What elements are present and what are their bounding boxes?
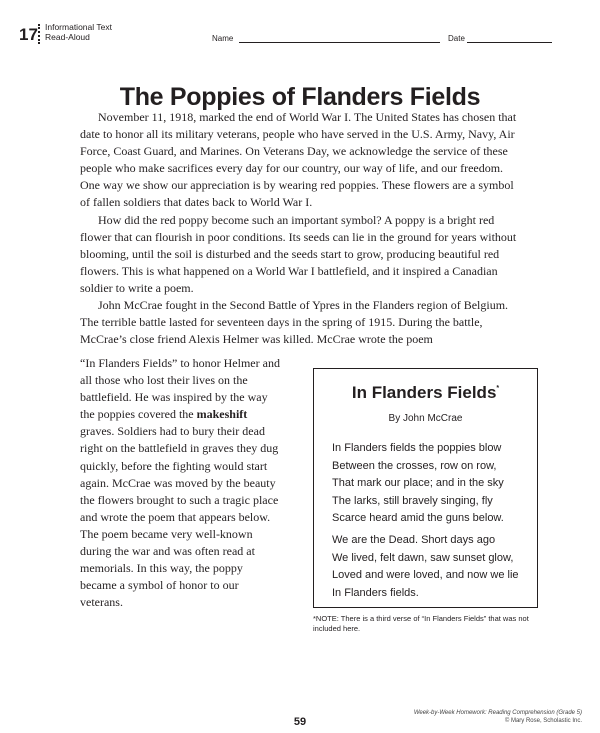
poem-line: Between the crosses, row on row, [332,459,497,472]
header-divider [38,24,40,44]
date-field[interactable] [467,42,552,43]
continuation-text-2: graves. Soldiers had to bury their dead right on the battlefield in graves they dug quickly, before the fighting would start again. McCrae was moved by the beauty the flowers brought to such a tragic place and wrote the poem that appears below. The poem became very well-known during the war and was often read at memorials. In this way, the poppy became a symbol of honor to our veterans. [80,424,279,610]
date-label: Date [448,34,465,43]
credits [414,709,582,725]
poem-footnote: *NOTE: There is a third verse of “In Flanders Fields” that was not included here. [313,614,529,633]
poem-line: That mark our place; and in the sky [332,477,504,489]
poem-line: Scarce heard amid the guns below. [332,512,504,524]
name-label: Name [212,34,234,43]
name-field[interactable] [239,42,440,43]
paragraph-2: How did the red poppy become such an important symbol? A poppy is a bright red flower that can flourish in poor conditions. Its seeds can lie in the ground for years without blooming, until the soil is disturbed and the seeds start to grow, producing beautiful red flowers. This is what happened on a World War I battlefield, and it inspired a Canadian soldier to write a poem. [80,212,517,295]
lesson-number: 17 [19,25,38,44]
paragraph-3-continued [80,355,280,611]
page-title: The Poppies of Flanders Fields [119,83,481,111]
article-continuation [80,355,280,611]
poem-title-footnote-mark: * [496,385,500,392]
poem-title [313,383,538,403]
vocab-word: makeshift [196,407,248,422]
lesson-type [45,22,112,42]
poem-line: We are the Dead. Short days ago [332,534,496,546]
lesson-type-line1: Informational Text [45,22,112,32]
paragraph-1: November 11, 1918, marked the end of World War I. The United States has chosen that date to honor all its military veterans, people who have served in the U.S. Army, Navy, Air Force, Coast Guard, and Marines. On Veterans Day, we acknowledge the service of these people who make sacrifices every day for our country, our way of life, and our freedom. One way we show our appreciation is by wearing red poppies. These flowers are a symbol of fallen soldiers that dates back to World War I. [80,110,517,210]
poem-line: We lived, felt dawn, saw sunset glow, [332,551,514,564]
lesson-type-line2: Read-Aloud [45,32,90,42]
poem-author: By John McCrae [388,413,463,424]
article-body [80,109,522,348]
page-number: 59 [293,716,307,728]
credit-line-2: © Mary Rose, Scholastic Inc. [504,718,582,724]
poem-stanza-2 [332,532,532,602]
credit-line-1: Week-by-Week Homework: Reading Comprehension (Grade 5) [413,710,582,716]
continuation-text-1: “In Flanders Fields” to honor Helmer and all those who lost their lives on the battlefield. He was inspired by the way the poppies covered the [80,356,280,422]
poem-line: The larks, still bravely singing, fly [332,494,493,507]
poem-line: In Flanders fields the poppies blow [332,442,502,454]
paragraph-3: John McCrae fought in the Second Battle of Ypres in the Flanders region of Belgium. The terrible battle lasted for seventeen days in the spring of 1915. During the battle, McCrae’s close friend Alexis Helmer was killed. McCrae wrote the poem [80,298,509,347]
poem-stanza-1 [332,440,532,528]
poem-line: Loved and were loved, and now we lie [332,569,519,581]
poem-title-text: In Flanders Fields [351,383,497,402]
poem-line: In Flanders fields. [332,586,419,599]
